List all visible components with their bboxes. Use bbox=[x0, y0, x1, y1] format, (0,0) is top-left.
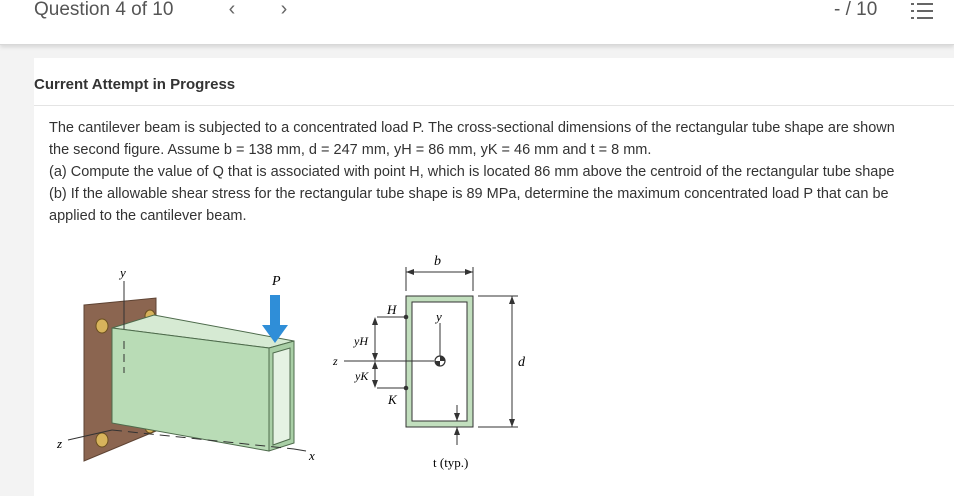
beam-figure bbox=[54, 253, 554, 493]
problem-line-5: applied to the cantilever beam. bbox=[49, 208, 247, 224]
divider bbox=[34, 105, 954, 106]
problem-line-3: (a) Compute the value of Q that is associated with point H, which is located 86 mm above the centroid of the rectangular tube shape bbox=[49, 164, 895, 180]
score-display: - / 10 bbox=[834, 0, 878, 20]
section-z-label: z bbox=[333, 354, 338, 368]
question-list-icon[interactable] bbox=[911, 2, 933, 20]
problem-line-4: (b) If the allowable shear stress for the rectangular tube shape is 89 MPa, determine the maximum concentrated load P that can be bbox=[49, 186, 889, 202]
problem-statement bbox=[49, 117, 954, 227]
question-counter: Question 4 of 10 bbox=[34, 0, 174, 20]
next-question-button[interactable]: › bbox=[280, 0, 288, 20]
section-y-label: y bbox=[436, 309, 442, 324]
question-card bbox=[34, 58, 954, 496]
beam-y-axis-label: y bbox=[120, 265, 126, 280]
beam-z-axis-label: z bbox=[57, 436, 63, 451]
dim-d-label: d bbox=[518, 355, 525, 370]
dim-yk-label: yK bbox=[355, 369, 369, 383]
point-k-label: K bbox=[388, 392, 397, 407]
problem-line-1: The cantilever beam is subjected to a concentrated load P. The cross-sectional dimensions of the rectangular tube shape are shown bbox=[49, 120, 895, 136]
question-header bbox=[0, 0, 954, 45]
dim-b-label: b bbox=[434, 254, 441, 269]
problem-line-2: the second figure. Assume b = 138 mm, d = 247 mm, yH = 86 mm, yK = 46 mm and t = 8 mm. bbox=[49, 142, 652, 158]
load-arrow-shaft bbox=[270, 295, 280, 327]
dim-yh-label: yH bbox=[354, 334, 368, 348]
thickness-label: t (typ.) bbox=[433, 455, 469, 470]
attempt-status-heading: Current Attempt in Progress bbox=[34, 76, 236, 93]
point-h-label: H bbox=[387, 302, 397, 317]
load-label: P bbox=[272, 274, 281, 289]
previous-question-button[interactable]: ‹ bbox=[228, 0, 236, 20]
beam-x-axis-label: x bbox=[309, 448, 315, 463]
